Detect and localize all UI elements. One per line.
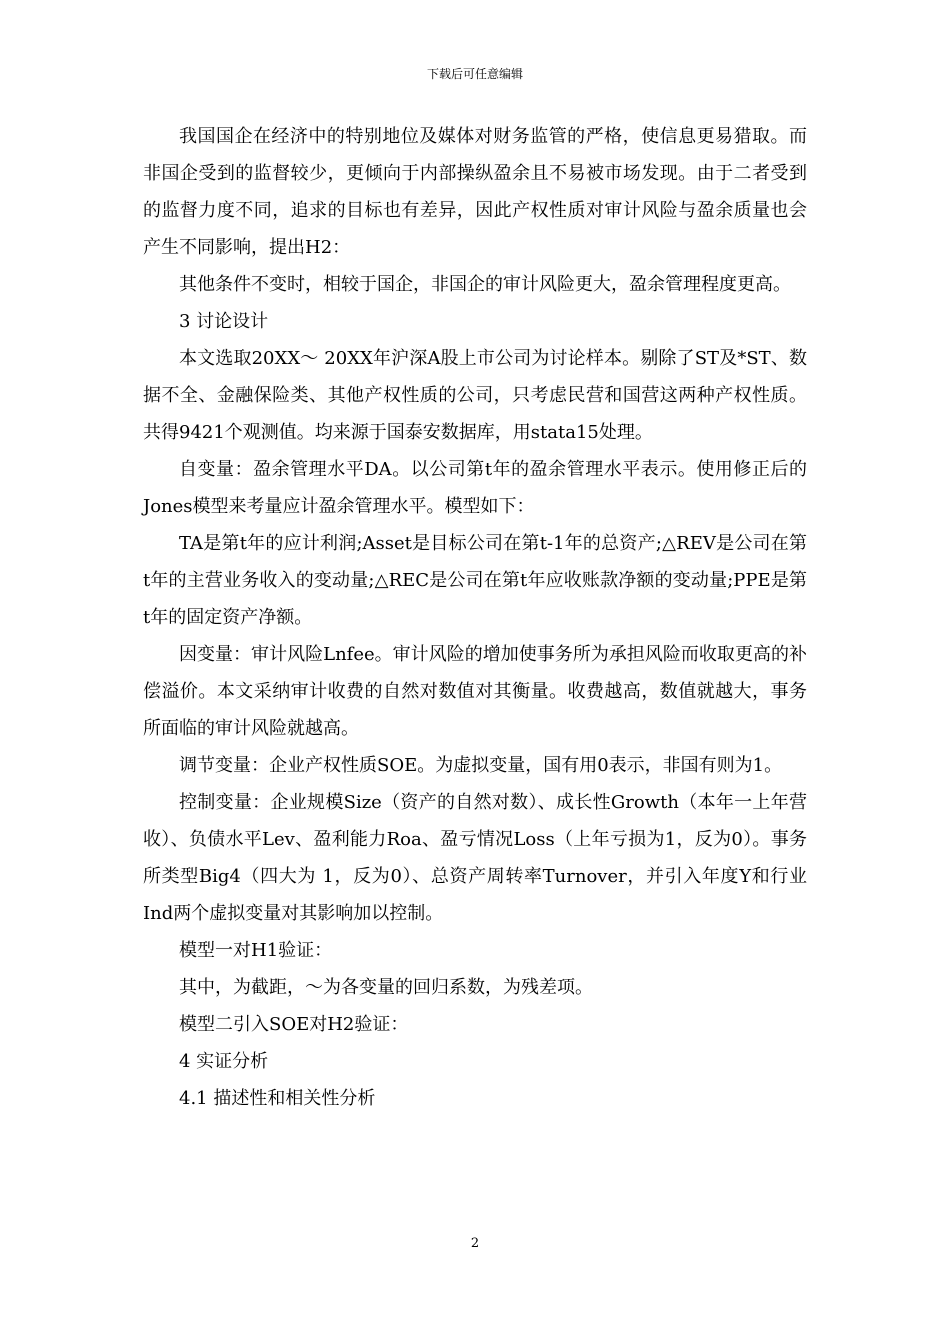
paragraph-model-two: 模型二引入SOE对H2验证： (179, 1014, 409, 1035)
section-heading-research-design: 3 讨论设计 (179, 311, 269, 332)
paragraph-variable-definitions: TA是第t年的应计利润;Asset是目标公司在第t-1年的总资产;△REV是公司在第t年的主营业务收入的变动量;△REC是公司在第t年应收账款净额的变动量;PPE是第t年的固定资产净额。 (143, 533, 807, 628)
paragraph-hypothesis-h2: 其他条件不变时，相较于国企，非国企的审计风险更大，盈余管理程度更高。 (179, 274, 791, 295)
section-heading-empirical-analysis: 4 实证分析 (179, 1051, 269, 1072)
subsection-heading-descriptive-analysis: 4.1 描述性和相关性分析 (179, 1088, 376, 1109)
page-header: 下载后可任意编辑 (426, 67, 523, 81)
paragraph-moderating-variable: 调节变量：企业产权性质SOE。为虚拟变量，国有用0表示，非国有则为1。 (179, 755, 783, 776)
paragraph-control-variables: 控制变量：企业规模Size（资产的自然对数）、成长性Growth（本年一上年营收）、负债水平Lev、盈利能力Roa、盈亏情况Loss（上年亏损为1，反为0）。事务所类型Big4（四大为 1，反为0）、总资产周转率Turnover，并引入年度Y和行业Ind两个虚拟变量对其影响加以控制。 (143, 792, 807, 924)
document-body (143, 118, 807, 1117)
paragraph-dependent-variable: 因变量：审计风险Lnfee。审计风险的增加使事务所为承担风险而收取更高的补偿溢价。本文采纳审计收费的自然对数值对其衡量。收费越高，数值就越大，事务所面临的审计风险就越高。 (143, 644, 807, 739)
paragraph-model-notes: 其中，为截距，～为各变量的回归系数，为残差项。 (179, 977, 593, 998)
paragraph-sample-selection: 本文选取20XX～ 20XX年沪深A股上市公司为讨论样本。剔除了ST及*ST、数据不全、金融保险类、其他产权性质的公司，只考虑民营和国营这两种产权性质。共得9421个观测值。均来源于国泰安数据库，用stata15处理。 (143, 348, 807, 443)
paragraph-model-one: 模型一对H1验证： (179, 940, 333, 961)
page-number: 2 (470, 1236, 480, 1251)
paragraph-independent-variable: 自变量：盈余管理水平DA。以公司第t年的盈余管理水平表示。使用修正后的Jones模型来考量应计盈余管理水平。模型如下： (143, 459, 807, 517)
paragraph-state-owned-supervision: 我国国企在经济中的特别地位及媒体对财务监管的严格，使信息更易猎取。而非国企受到的监督较少，更倾向于内部操纵盈余且不易被市场发现。由于二者受到的监督力度不同，追求的目标也有差异，因此产权性质对审计风险与盈余质量也会产生不同影响，提出H2： (143, 126, 807, 258)
